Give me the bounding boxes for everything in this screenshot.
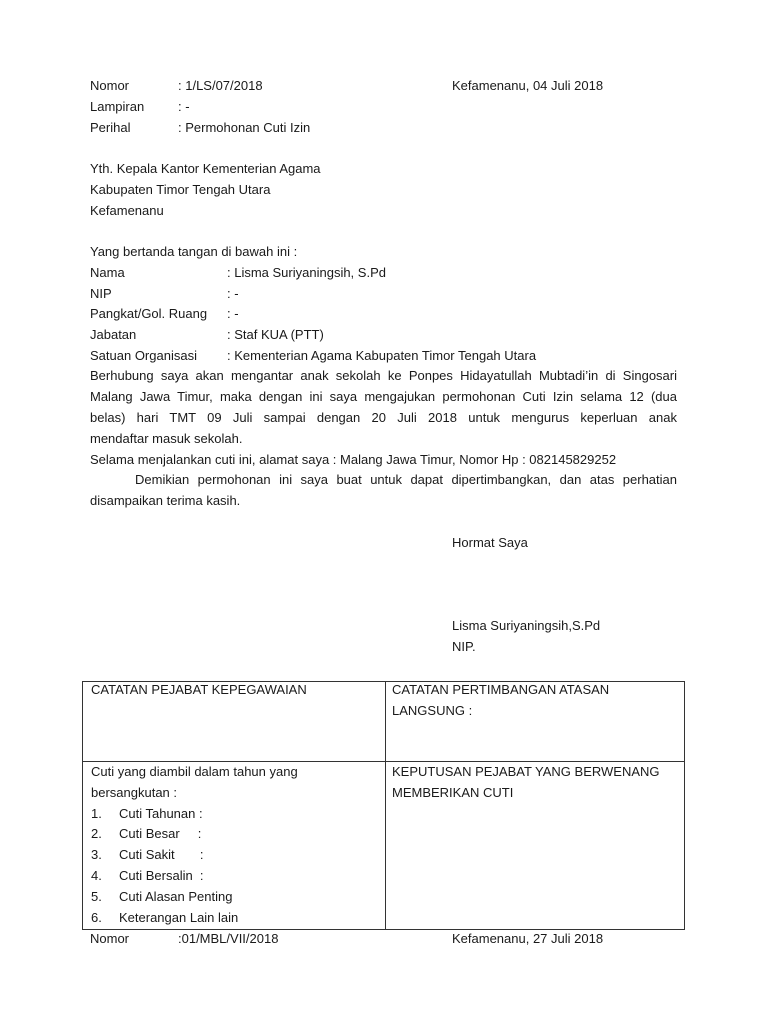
body-line: belas) hari TMT 09 Juli sampai dengan 20 Juli 2018 untuk mengurus keperluan anak (90, 410, 677, 425)
closing-text: Hormat Saya (452, 535, 528, 550)
list-item (91, 804, 381, 825)
leave-type-list (91, 804, 381, 929)
cell-text: bersangkutan : (91, 784, 178, 800)
item-label: Cuti Bersalin : (119, 867, 204, 883)
lampiran-value: : - (178, 99, 190, 114)
identity-value: : - (227, 286, 239, 301)
body-paragraph-1 (90, 366, 677, 450)
identity-label: NIP (90, 286, 112, 301)
nomor-label: Nomor (90, 78, 130, 93)
footer-place-date: Kefamenanu, 27 Juli 2018 (452, 931, 604, 946)
list-item (91, 887, 381, 908)
cell-cuti-diambil (91, 762, 381, 928)
intro-text: Yang bertanda tangan di bawah ini : (90, 244, 298, 259)
perihal-value: : Permohonan Cuti Izin (178, 120, 311, 135)
recipient-line: Kefamenanu (90, 203, 164, 218)
item-number: 6. (91, 909, 102, 925)
item-label: Keterangan Lain lain (119, 909, 239, 925)
identity-label: Nama (90, 265, 125, 280)
item-label: Cuti Alasan Penting (119, 888, 233, 904)
identity-value: : Kementerian Agama Kabupaten Timor Tengah Utara (227, 348, 537, 363)
item-label: Cuti Besar : (119, 826, 202, 842)
identity-value: : Staf KUA (PTT) (227, 327, 324, 342)
cell-text: KEPUTUSAN PEJABAT YANG BERWENANG (392, 764, 660, 779)
body-line: Berhubung saya akan mengantar anak sekolah ke Ponpes Hidayatullah Mubtadi’in di Singosari (90, 368, 677, 383)
item-number: 1. (91, 805, 102, 821)
approval-table (82, 681, 685, 930)
item-number: 4. (91, 867, 102, 883)
item-number: 3. (91, 847, 102, 863)
nomor-value: : 1/LS/07/2018 (178, 78, 263, 93)
footer-nomor-label: Nomor (90, 931, 130, 946)
recipient-line: Yth. Kepala Kantor Kementerian Agama (90, 161, 321, 176)
item-number: 5. (91, 888, 102, 904)
body-line: mendaftar masuk sekolah. (90, 431, 243, 446)
signer-nip: NIP. (452, 639, 476, 654)
cell-text: MEMBERIKAN CUTI (392, 784, 514, 800)
cell-catatan-pejabat (91, 680, 307, 701)
identity-label: Pangkat/Gol. Ruang (90, 306, 208, 321)
perihal-label: Perihal (90, 120, 131, 135)
body-line: Demikian permohonan ini saya buat untuk dapat dipertimbangkan, dan atas perhatian (135, 472, 677, 487)
body-paragraph-2: Selama menjalankan cuti ini, alamat saya : Malang Jawa Timur, Nomor Hp : 082145829252 (90, 452, 617, 467)
list-item (91, 845, 381, 866)
list-item (91, 866, 381, 887)
identity-label: Jabatan (90, 327, 137, 342)
signer-name: Lisma Suriyaningsih,S.Pd (452, 618, 601, 633)
identity-value: : Lisma Suriyaningsih, S.Pd (227, 265, 386, 280)
list-item (91, 824, 381, 845)
place-date: Kefamenanu, 04 Juli 2018 (452, 78, 604, 93)
list-item (91, 908, 381, 929)
item-label: Cuti Sakit : (119, 847, 204, 863)
cell-text: CATATAN PEJABAT KEPEGAWAIAN (91, 682, 307, 697)
body-line: disampaikan terima kasih. (90, 493, 241, 508)
item-number: 2. (91, 826, 102, 842)
item-label: Cuti Tahunan : (119, 805, 203, 821)
table-divider (385, 682, 386, 929)
cell-text: Cuti yang diambil dalam tahun yang (91, 764, 298, 779)
lampiran-label: Lampiran (90, 99, 145, 114)
recipient-line: Kabupaten Timor Tengah Utara (90, 182, 271, 197)
cell-text: CATATAN PERTIMBANGAN ATASAN (392, 682, 610, 697)
body-line: Malang Jawa Timur, maka dengan ini saya mengajukan permohonan Cuti Izin selama 12 (dua (90, 389, 677, 404)
cell-pertimbangan-atasan (392, 680, 609, 722)
cell-keputusan-pejabat (392, 762, 660, 804)
body-paragraph-3 (90, 470, 677, 512)
identity-label: Satuan Organisasi (90, 348, 197, 363)
cell-text: LANGSUNG : (392, 702, 473, 718)
footer-nomor-value: :01/MBL/VII/2018 (178, 931, 279, 946)
identity-value: : - (227, 306, 239, 321)
